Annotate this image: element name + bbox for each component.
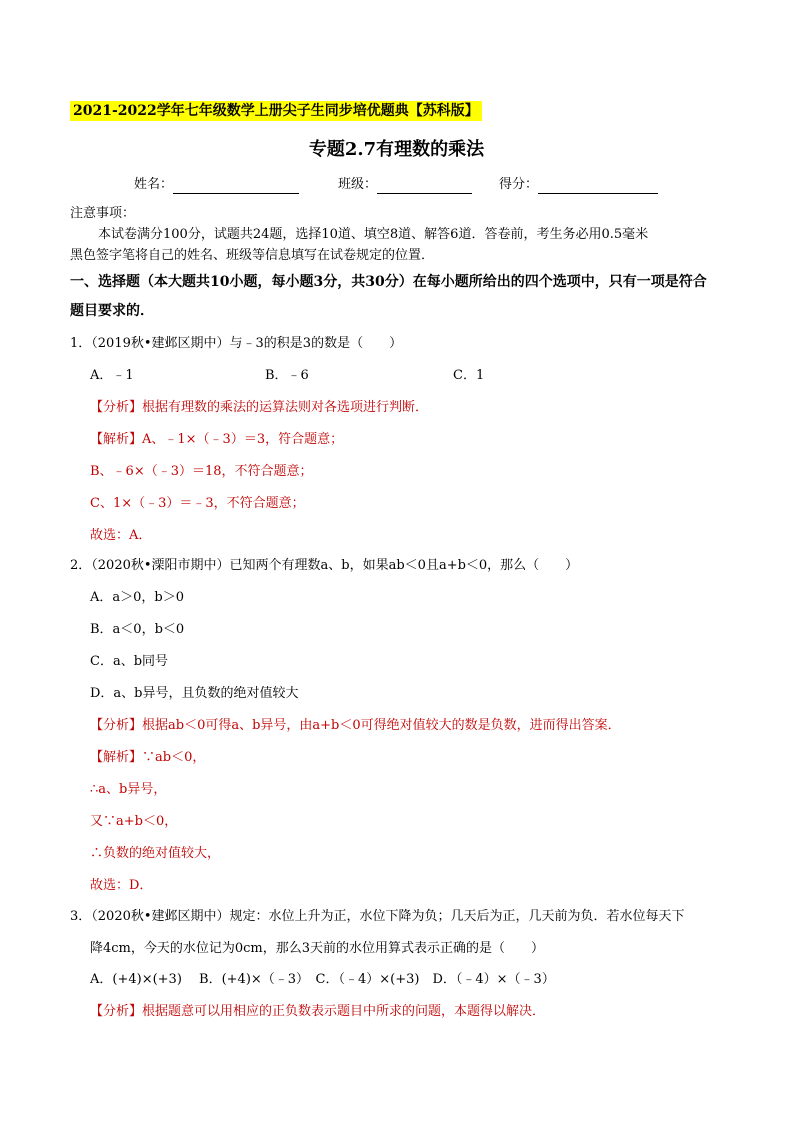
q2-option-b: B．a＜0，b＜0	[90, 622, 185, 637]
class-label: 班级：	[338, 177, 378, 192]
score-field[interactable]	[499, 176, 658, 194]
q3-stem-line-1: 3．（2020秋•建邺区期中）规定：水位上升为正，水位下降为负；几天后为正，几天前为负．若水位每天下	[70, 909, 685, 924]
section-heading-line-1: 一、选择题（本大题共10小题，每小题3分，共30分）在每小题所给出的四个选项中，只有一项是符合	[70, 274, 707, 290]
q2-analysis: 【分析】根据ab＜0可得a、b异号，由a+b＜0可得绝对值较大的数是负数，进而得出答案．	[90, 718, 621, 733]
q1-option-a: A．﹣1	[90, 368, 134, 383]
q3-analysis: 【分析】根据题意可以用相应的正负数表示题目中所求的问题，本题得以解决．	[90, 1004, 546, 1019]
notes-heading: 注意事项：	[70, 206, 136, 221]
q1-analysis: 【分析】根据有理数的乘法的运算法则对各选项进行判断．	[90, 400, 429, 415]
q2-solution-1: 【解析】∵ab＜0，	[90, 750, 206, 765]
q2-stem: 2．（2020秋•溧阳市期中）已知两个有理数a、b，如果ab＜0且a+b＜0，那么（ ）	[70, 558, 579, 573]
q1-solution-2: B、﹣6×（﹣3）＝18，不符合题意；	[90, 464, 313, 479]
q2-option-a: A．a＞0，b＞0	[90, 590, 185, 605]
q3-stem-line-2: 降4cm，今天的水位记为0cm，那么3天前的水位用算式表示正确的是（ ）	[90, 941, 545, 956]
q2-solution-3: 又∵a+b＜0，	[90, 814, 178, 829]
notes-line-2: 黑色签字笔将自己的姓名、班级等信息填写在试卷规定的位置．	[70, 248, 435, 263]
class-field[interactable]	[338, 176, 472, 194]
series-title: 2021-2022学年七年级数学上册尖子生同步培优题典【苏科版】	[70, 101, 482, 121]
q1-solution-1: 【解析】A、﹣1×（﹣3）＝3，符合题意；	[90, 432, 344, 447]
q2-answer: 故选：D．	[90, 878, 153, 893]
score-label: 得分：	[499, 177, 539, 192]
score-blank-line[interactable]	[538, 179, 658, 194]
section-heading-line-2: 题目要求的．	[70, 303, 154, 319]
q2-option-d: D．a、b异号，且负数的绝对值较大	[90, 686, 299, 701]
q2-solution-2: ∴a、b异号，	[90, 782, 167, 797]
q1-solution-3: C、1×（﹣3）＝﹣3，不符合题意；	[90, 496, 305, 511]
q1-answer: 故选：A．	[90, 528, 152, 543]
q2-solution-4: ∴负数的绝对值较大，	[90, 846, 221, 861]
name-label: 姓名：	[134, 177, 174, 192]
name-blank-line[interactable]	[173, 179, 299, 194]
name-field[interactable]	[134, 176, 299, 194]
q3-options: A．(+4)×(+3) B．(+4)×（﹣3） C．（﹣4）×(+3) D．（﹣4）×（﹣3）	[90, 972, 555, 987]
q2-option-c: C．a、b同号	[90, 654, 169, 669]
q1-option-c: C．1	[453, 368, 485, 383]
document-title: 专题2.7有理数的乘法	[308, 139, 485, 160]
class-blank-line[interactable]	[377, 179, 472, 194]
notes-line-1: 本试卷满分100分，试题共24题，选择10道、填空8道、解答6道．答卷前，考生务必用0.5毫米	[98, 227, 649, 242]
q1-option-b: B．﹣6	[265, 368, 309, 383]
q1-stem: 1．（2019秋•建邺区期中）与﹣3的积是3的数是（ ）	[70, 336, 403, 351]
